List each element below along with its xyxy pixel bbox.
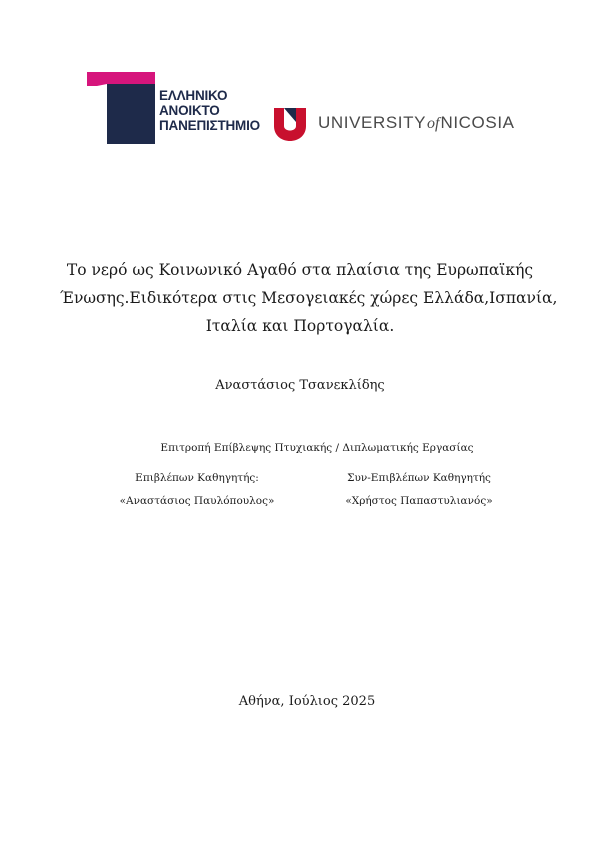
- unic-logo-text: [318, 113, 515, 133]
- hou-logo-line-3: ΠΑΝΕΠΙΣΤΗΜΙΟ: [159, 118, 260, 133]
- co-supervisor-block: [334, 467, 504, 513]
- thesis-title: [60, 256, 558, 340]
- unic-logo-mark: [272, 104, 308, 142]
- hou-logo-text: [159, 88, 279, 133]
- supervisor-name: «Αναστάσιος Παυλόπουλος»: [119, 495, 275, 507]
- supervisor-role: Επιβλέπων Καθηγητής:: [135, 472, 259, 484]
- unic-logo: [272, 104, 522, 144]
- author-name: Αναστάσιος Τσανεκλίδης: [215, 378, 385, 393]
- supervisor-block: [112, 467, 282, 513]
- title-line-1: Το νερό ως Κοινωνικό Αγαθό στα πλαίσια της Ευρωπαϊκής: [66, 261, 534, 279]
- place-date: Αθήνα, Ιούλιος 2025: [238, 694, 376, 709]
- hou-logo: [87, 72, 272, 144]
- co-supervisor-role: Συν-Επιβλέπων Καθηγητής: [347, 472, 491, 484]
- unic-logo-nicosia: NICOSIA: [440, 113, 515, 132]
- co-supervisor-name: «Χρήστος Παπαστυλιανός»: [345, 495, 493, 507]
- committee-heading: Επιτροπή Επίβλεψης Πτυχιακής / Διπλωματικής Εργασίας: [160, 442, 474, 454]
- title-line-3: Ιταλία και Πορτογαλία.: [205, 317, 395, 335]
- unic-logo-university: UNIVERSITY: [318, 113, 427, 132]
- hou-logo-mark: [87, 72, 155, 144]
- hou-logo-line-2: ΑΝΟΙΚΤΟ: [159, 103, 220, 118]
- unic-logo-of: of: [427, 115, 440, 132]
- hou-logo-line-1: ΕΛΛΗΝΙΚΟ: [159, 88, 228, 103]
- title-line-2: Ένωσης.Ειδικότερα στις Μεσογειακές χώρες Ελλάδα,Ισπανία,: [60, 289, 558, 307]
